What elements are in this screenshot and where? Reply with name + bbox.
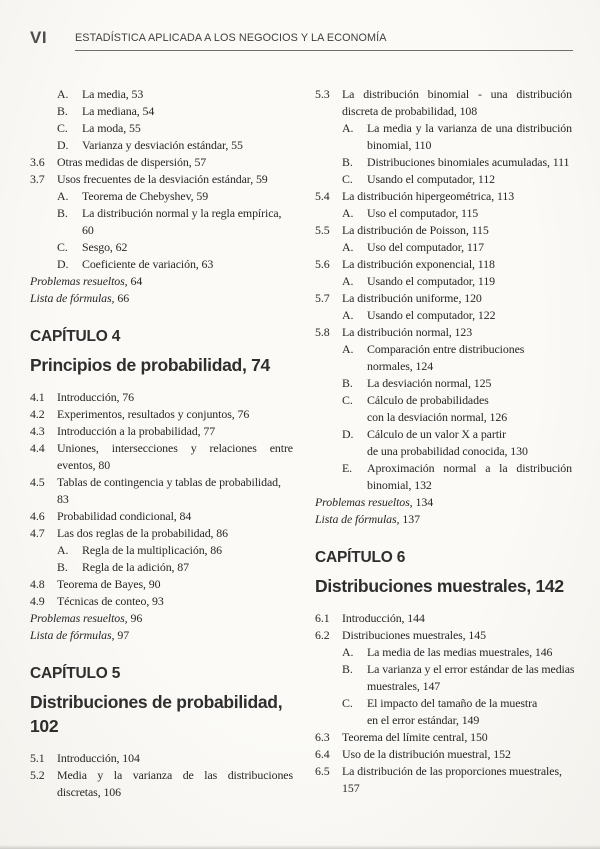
item-text [57, 525, 293, 542]
item-number: D. [57, 138, 69, 152]
item-number: 4.4 [30, 441, 45, 455]
chapter-title-line: 102 [30, 716, 59, 736]
item-text-line: La distribución hipergeométrica, 113 [342, 189, 515, 203]
toc-item [30, 171, 293, 188]
item-number: 6.3 [315, 730, 330, 744]
item-text [342, 763, 572, 797]
item-number: 4.5 [30, 475, 45, 489]
table-of-contents [30, 86, 575, 801]
item-text-line: Cálculo de probabilidades [367, 393, 489, 407]
toc-item [30, 406, 293, 423]
item-text [57, 440, 293, 474]
end-matter-page: 137 [402, 512, 420, 526]
item-text [57, 171, 293, 188]
toc-subitem [315, 341, 572, 375]
toc-item [315, 324, 572, 341]
item-text-line: Regla de la multiplicación, 86 [82, 543, 222, 557]
item-text [82, 137, 293, 154]
item-text-line: muestrales, 147 [367, 679, 441, 693]
item-text-line: Introducción, 104 [57, 751, 140, 765]
item-text [57, 389, 293, 406]
toc-item [30, 154, 293, 171]
item-number: 4.2 [30, 407, 45, 421]
item-text [342, 746, 572, 763]
item-number: 3.7 [30, 172, 45, 186]
item-text [342, 188, 572, 205]
chapter-heading [30, 664, 293, 738]
item-text-line: Teorema del límite central, 150 [342, 730, 488, 744]
item-text [367, 426, 572, 460]
item-text-line: Coeficiente de variación, 63 [82, 257, 214, 271]
toc-column-right [315, 86, 575, 801]
toc-item [315, 627, 572, 644]
toc-column-left [30, 86, 293, 801]
item-number: A. [342, 342, 354, 356]
item-text-line: Uso del computador, 117 [367, 240, 484, 254]
item-text-line: La varianza y el error estándar de las medias [367, 662, 575, 676]
item-text-line: La mediana, 54 [82, 104, 155, 118]
end-matter-label: Lista de fórmulas, [315, 512, 400, 526]
item-number: 4.3 [30, 424, 45, 438]
toc-item [30, 474, 293, 508]
item-text [342, 290, 572, 307]
toc-subitem [315, 375, 572, 392]
item-number: C. [57, 240, 68, 254]
toc-item [30, 593, 293, 610]
item-number: E. [342, 461, 353, 475]
end-matter-page: 64 [130, 274, 143, 288]
item-text [82, 239, 293, 256]
toc-subitem [315, 205, 572, 222]
item-number: 5.7 [315, 291, 330, 305]
toc-item [30, 423, 293, 440]
toc-item [30, 767, 293, 801]
toc-subitem [315, 154, 572, 171]
toc-item [30, 440, 293, 474]
toc-subitem [30, 120, 293, 137]
toc-item [30, 576, 293, 593]
toc-item [315, 256, 572, 273]
item-number: B. [57, 560, 68, 574]
item-text-line: La distribución de Poisson, 115 [342, 223, 489, 237]
item-text-line: normales, 124 [367, 359, 434, 373]
item-text-line: Media y la varianza de las distribuciones [57, 768, 293, 782]
item-text-line: Teorema de Bayes, 90 [57, 577, 161, 591]
chapter-title-line: Distribuciones muestrales, 142 [315, 576, 564, 596]
toc-subitem [315, 273, 572, 290]
end-matter-item [30, 610, 293, 627]
toc-subitem [30, 256, 293, 273]
item-text-line: El impacto del tamaño de la muestra [367, 696, 538, 710]
item-text [367, 205, 572, 222]
item-text-line: 60 [82, 223, 94, 237]
item-number: 5.1 [30, 751, 45, 765]
item-text-line: Introducción a la probabilidad, 77 [57, 424, 216, 438]
toc-item [315, 746, 572, 763]
item-text [57, 767, 293, 801]
item-number: 5.6 [315, 257, 330, 271]
item-text [342, 86, 572, 120]
item-text-line: de una probabilidad conocida, 130 [367, 444, 528, 458]
item-number: 6.5 [315, 764, 330, 778]
item-text-line: Uniones, intersecciones y relaciones entre [57, 441, 293, 455]
item-text-line: Introducción, 144 [342, 611, 425, 625]
running-header-title: ESTADÍSTICA APLICADA A LOS NEGOCIOS Y LA ECONOMÍA [75, 32, 573, 51]
item-number: B. [57, 206, 68, 220]
item-number: A. [342, 121, 354, 135]
toc-subitem [315, 661, 575, 695]
item-text-line: Distribuciones binomiales acumuladas, 111 [367, 155, 570, 169]
item-number: B. [342, 155, 353, 169]
item-text-line: Uso de la distribución muestral, 152 [342, 747, 511, 761]
item-text [342, 324, 572, 341]
item-text-line: Las dos reglas de la probabilidad, 86 [57, 526, 228, 540]
item-number: 5.3 [315, 87, 330, 101]
toc-subitem [30, 103, 293, 120]
item-text-line: Varianza y desviación estándar, 55 [82, 138, 243, 152]
item-text [82, 256, 293, 273]
item-text-line: Experimentos, resultados y conjuntos, 76 [57, 407, 250, 421]
item-text-line: Introducción, 76 [57, 390, 134, 404]
item-text [82, 205, 293, 239]
item-text-line: discretas, 106 [57, 785, 121, 799]
chapter-title-line: Principios de probabilidad, 74 [30, 355, 270, 375]
toc-item [315, 290, 572, 307]
toc-item [315, 188, 572, 205]
end-matter-label: Lista de fórmulas, [30, 628, 115, 642]
item-number: 5.8 [315, 325, 330, 339]
item-number: 5.5 [315, 223, 330, 237]
end-matter-label: Problemas resueltos, [30, 274, 128, 288]
item-number: 6.4 [315, 747, 330, 761]
item-text-line: Otras medidas de dispersión, 57 [57, 155, 207, 169]
item-text-line: Usos frecuentes de la desviación estándar, 59 [57, 172, 268, 186]
item-text [367, 341, 572, 375]
item-text-line: La media de las medias muestrales, 146 [367, 645, 553, 659]
item-number: 4.1 [30, 390, 45, 404]
item-number: B. [342, 376, 353, 390]
item-text-line: con la desviación normal, 126 [367, 410, 508, 424]
item-text [367, 644, 572, 661]
item-number: A. [342, 308, 354, 322]
end-matter-label: Problemas resueltos, [30, 611, 128, 625]
item-text-line: La distribución normal, 123 [342, 325, 473, 339]
item-number: D. [57, 257, 69, 271]
item-text [57, 508, 293, 525]
end-matter-label: Problemas resueltos, [315, 495, 413, 509]
item-text-line: Regla de la adición, 87 [82, 560, 189, 574]
toc-subitem [30, 205, 293, 239]
item-text-line: La moda, 55 [82, 121, 141, 135]
item-text-line: Técnicas de conteo, 93 [57, 594, 164, 608]
page-number: VI [30, 28, 48, 47]
item-text [342, 256, 572, 273]
toc-item [315, 610, 572, 627]
item-text [367, 171, 572, 188]
toc-item [315, 222, 572, 239]
item-text-line: Tablas de contingencia y tablas de probabilidad, [57, 475, 281, 489]
item-text [367, 460, 572, 494]
toc-item [315, 86, 572, 120]
end-matter-item [30, 273, 293, 290]
item-text [57, 576, 293, 593]
item-text [57, 423, 293, 440]
item-text-line: La media y la varianza de una distribución [367, 121, 572, 135]
item-number: C. [342, 172, 353, 186]
item-number: A. [57, 189, 69, 203]
item-text [367, 661, 575, 695]
item-text-line: Usando el computador, 122 [367, 308, 496, 322]
toc-subitem [30, 559, 293, 576]
toc-item [30, 389, 293, 406]
item-number: A. [342, 206, 354, 220]
item-text-line: La distribución exponencial, 118 [342, 257, 495, 271]
item-number: 4.7 [30, 526, 45, 540]
page-header [30, 28, 573, 51]
item-text [82, 559, 293, 576]
chapter-title [315, 574, 572, 598]
item-text-line: Comparación entre distribuciones [367, 342, 525, 356]
item-text-line: La distribución binomial - una distribución [342, 87, 572, 101]
item-text [342, 610, 572, 627]
item-number: 5.2 [30, 768, 45, 782]
item-text [57, 750, 293, 767]
toc-subitem [30, 137, 293, 154]
item-number: C. [342, 393, 353, 407]
item-text-line: Usando el computador, 112 [367, 172, 496, 186]
item-text-line: La desviación normal, 125 [367, 376, 492, 390]
item-number: 4.9 [30, 594, 45, 608]
item-number: C. [342, 696, 353, 710]
item-text-line: Usando el computador, 119 [367, 274, 496, 288]
item-text-line: binomial, 110 [367, 138, 432, 152]
toc-subitem [315, 307, 572, 324]
item-text [367, 239, 572, 256]
item-number: 6.1 [315, 611, 330, 625]
item-text-line: Aproximación normal a la distribución [367, 461, 572, 475]
item-text-line: en el error estándar, 149 [367, 713, 480, 727]
toc-subitem [315, 392, 572, 426]
chapter-title-line: Distribuciones de probabilidad, [30, 692, 283, 712]
chapter-heading [30, 327, 293, 377]
end-matter-page: 97 [117, 628, 130, 642]
item-number: A. [342, 240, 354, 254]
item-number: 3.6 [30, 155, 45, 169]
item-text-line: Sesgo, 62 [82, 240, 128, 254]
item-number: B. [57, 104, 68, 118]
item-text-line: discreta de probabilidad, 108 [342, 104, 478, 118]
item-number: B. [342, 662, 353, 676]
item-text-line: La distribución normal y la regla empírica, [82, 206, 282, 220]
item-text [82, 188, 293, 205]
item-text [82, 120, 293, 137]
item-text [57, 406, 293, 423]
item-text-line: Probabilidad condicional, 84 [57, 509, 192, 523]
chapter-number: CAPÍTULO 5 [30, 665, 121, 682]
item-text [367, 375, 572, 392]
end-matter-page: 96 [130, 611, 143, 625]
toc-item [30, 508, 293, 525]
toc-subitem [315, 426, 572, 460]
end-matter-item [30, 290, 293, 307]
item-text [57, 593, 293, 610]
item-text [57, 154, 293, 171]
item-text-line: 157 [342, 781, 360, 795]
item-text [57, 474, 293, 508]
item-text-line: La distribución de las proporciones muestrales, [342, 764, 562, 778]
item-text-line: binomial, 132 [367, 478, 432, 492]
item-text-line: eventos, 80 [57, 458, 111, 472]
item-text [367, 273, 572, 290]
item-number: A. [57, 87, 69, 101]
toc-subitem [315, 644, 572, 661]
end-matter-item [315, 511, 572, 528]
toc-subitem [30, 542, 293, 559]
item-text-line: Uso el computador, 115 [367, 206, 479, 220]
chapter-title [30, 353, 293, 377]
item-text [367, 695, 572, 729]
end-matter-label: Lista de fórmulas, [30, 291, 115, 305]
item-number: A. [57, 543, 69, 557]
item-text-line: Cálculo de un valor X a partir [367, 427, 506, 441]
chapter-number: CAPÍTULO 4 [30, 328, 121, 345]
item-number: D. [342, 427, 354, 441]
item-number: 4.8 [30, 577, 45, 591]
toc-subitem [30, 188, 293, 205]
item-text-line: 83 [57, 492, 69, 506]
toc-item [30, 750, 293, 767]
item-text-line: Distribuciones muestrales, 145 [342, 628, 486, 642]
item-number: A. [342, 274, 354, 288]
toc-subitem [315, 171, 572, 188]
toc-subitem [30, 239, 293, 256]
chapter-title [30, 690, 293, 738]
toc-subitem [315, 695, 572, 729]
toc-item [315, 729, 572, 746]
item-number: 4.6 [30, 509, 45, 523]
item-text [367, 154, 572, 171]
item-text [82, 542, 293, 559]
item-number: 6.2 [315, 628, 330, 642]
item-number: 5.4 [315, 189, 330, 203]
end-matter-item [315, 494, 572, 511]
item-text [342, 222, 572, 239]
chapter-heading [315, 548, 572, 598]
item-text [367, 392, 572, 426]
toc-subitem [315, 120, 572, 154]
toc-subitem [315, 239, 572, 256]
item-text [367, 120, 572, 154]
end-matter-page: 134 [415, 495, 434, 509]
chapter-number: CAPÍTULO 6 [315, 549, 406, 566]
item-text-line: La distribución uniforme, 120 [342, 291, 482, 305]
item-number: A. [342, 645, 354, 659]
end-matter-page: 66 [117, 291, 130, 305]
item-text-line: La media, 53 [82, 87, 144, 101]
item-number: C. [57, 121, 68, 135]
end-matter-item [30, 627, 293, 644]
toc-subitem [30, 86, 293, 103]
item-text [367, 307, 572, 324]
toc-item [30, 525, 293, 542]
toc-item [315, 763, 572, 797]
item-text-line: Teorema de Chebyshev, 59 [82, 189, 209, 203]
item-text [342, 627, 572, 644]
item-text [342, 729, 572, 746]
item-text [82, 103, 293, 120]
item-text [82, 86, 293, 103]
toc-subitem [315, 460, 572, 494]
